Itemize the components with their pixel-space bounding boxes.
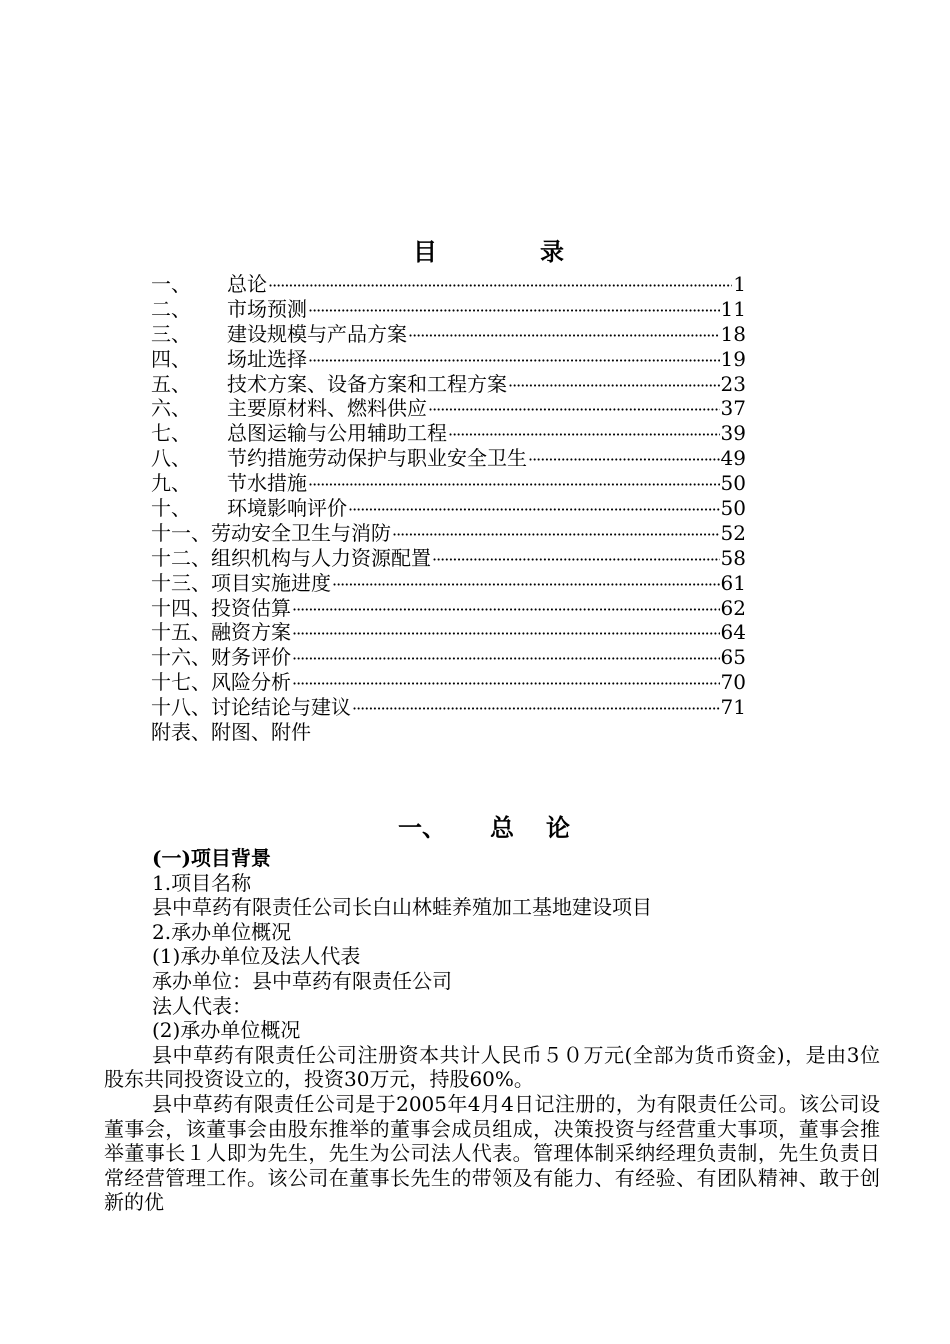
toc-entry-number: 八、 (151, 446, 191, 471)
toc-entry-page: 39 (720, 421, 746, 446)
toc-entry-number: 十三、 (151, 570, 211, 595)
toc-dot-leader (352, 697, 720, 722)
toc-entry-title: 财务评价 (211, 645, 291, 670)
body-line: 法人代表： (152, 993, 252, 1018)
toc-entry-title: 节约措施劳动保护与职业安全卫生 (227, 446, 527, 471)
toc-dot-leader (292, 622, 720, 647)
toc-entry-page: 50 (720, 496, 746, 521)
toc-entry-title: 劳动安全卫生与消防 (211, 520, 391, 545)
toc-entry (151, 670, 746, 695)
toc-entry (151, 496, 746, 521)
toc-entry-number: 一、 (151, 272, 191, 296)
toc-entry (151, 695, 746, 720)
toc-entry-title: 风险分析 (211, 670, 291, 695)
toc-entry-number: 七、 (151, 421, 191, 446)
body-line: 2.承办单位概况 (152, 919, 292, 944)
toc-entry-page: 49 (720, 446, 746, 471)
sub-heading: (一)项目背景 (152, 846, 271, 870)
toc-entry-page: 37 (720, 396, 746, 421)
toc-entry (151, 396, 746, 421)
toc-entry (151, 645, 746, 670)
toc-entry-page: 23 (720, 371, 746, 396)
toc-entry-number: 五、 (151, 371, 191, 396)
toc-entry-title: 市场预测 (227, 296, 307, 321)
toc-entry-page: 52 (720, 520, 746, 545)
toc-entry (151, 372, 746, 397)
toc-entry-title: 节水措施 (227, 471, 307, 496)
toc-entry-page: 11 (720, 296, 746, 321)
toc-entry (151, 421, 746, 446)
section-title-b: 论 (546, 813, 570, 842)
toc-title (0, 232, 950, 266)
toc-dot-leader (528, 448, 720, 473)
toc-entry-page: 61 (720, 570, 746, 595)
toc-entry-title: 总图运输与公用辅助工程 (227, 421, 447, 446)
paragraph: 县中草药有限责任公司是于2005年4月4日记注册的，为有限责任公司。该公司设董事会，该董事会由股东推举的董事会成员组成，决策投资与经营重大事项，董事会推举董事长１人即为先生，先生为公司法人代表。管理体制采纳经理负责制，先生负责日常经营管理工作。该公司在董事长先生的带领及有能力、有经验、有团队精神、敢于创新的优 (104, 1091, 880, 1215)
section-title (0, 808, 950, 842)
toc-dot-leader (428, 398, 720, 423)
toc-entry-number: 三、 (151, 321, 191, 346)
toc-entry-title: 投资估算 (211, 595, 291, 620)
toc-entry-page: 1 (733, 272, 746, 296)
toc-entry-title: 项目实施进度 (211, 570, 331, 595)
toc-dot-leader (292, 672, 720, 697)
toc-entry-number: 四、 (151, 346, 191, 371)
toc-entry-page: 70 (720, 670, 746, 695)
toc-dot-leader (448, 423, 720, 448)
toc-dot-leader (332, 573, 720, 598)
toc-entry-page: 19 (720, 346, 746, 371)
toc-entry-page: 65 (720, 645, 746, 670)
toc-entry-number: 九、 (151, 471, 191, 496)
body-line: (1)承办单位及法人代表 (152, 944, 361, 969)
toc-entry-title: 环境影响评价 (227, 496, 347, 521)
toc-entry (151, 297, 746, 322)
toc-entry (151, 620, 746, 645)
toc-entry (151, 471, 746, 496)
toc-dot-leader (348, 498, 720, 523)
toc-entry-title: 讨论结论与建议 (211, 695, 351, 720)
toc-entry-number: 十、 (151, 496, 191, 521)
toc-dot-leader (268, 274, 732, 299)
toc-entry (151, 272, 746, 297)
toc-appendix: 附表、附图、附件 (151, 720, 311, 745)
toc-entry-title: 场址选择 (227, 346, 307, 371)
section-number: 一、 (398, 813, 446, 842)
toc-entry-page: 62 (720, 595, 746, 620)
toc-entry-number: 十二、 (151, 545, 211, 570)
toc-entry-page: 71 (720, 695, 746, 720)
section-title-a: 总 (490, 813, 514, 842)
toc-entry-page: 18 (720, 321, 746, 346)
toc-entry-number: 十七、 (151, 670, 211, 695)
toc-dot-leader (308, 349, 720, 374)
toc-entry (151, 571, 746, 596)
section-body (104, 846, 880, 1215)
toc-dot-leader (408, 324, 720, 349)
toc-entry (151, 596, 746, 621)
toc-entry-number: 十六、 (151, 645, 211, 670)
toc-title-right: 录 (540, 237, 564, 266)
toc-entry-number: 十五、 (151, 620, 211, 645)
toc-entry-number: 十八、 (151, 695, 211, 720)
toc-dot-leader (292, 598, 720, 623)
toc-dot-leader (508, 374, 720, 399)
toc-entry (151, 322, 746, 347)
toc-entry-page: 58 (720, 545, 746, 570)
body-line: (2)承办单位概况 (152, 1018, 301, 1043)
paragraph: 县中草药有限责任公司注册资本共计人民币５０万元(全部为货币资金)，是由3位股东共同投资设立的，投资30万元，持股60%。 (104, 1042, 880, 1092)
toc-entry-number: 六、 (151, 396, 191, 421)
toc-entry (151, 446, 746, 471)
toc-dot-leader (308, 473, 720, 498)
table-of-contents (151, 272, 746, 745)
toc-entry-title: 建设规模与产品方案 (227, 321, 407, 346)
toc-dot-leader (308, 299, 720, 324)
toc-entry-number: 二、 (151, 296, 191, 321)
toc-entry-title: 技术方案、设备方案和工程方案 (227, 371, 507, 396)
toc-dot-leader (432, 548, 720, 573)
toc-entry-number: 十四、 (151, 595, 211, 620)
toc-dot-leader (292, 647, 720, 672)
toc-entry-number: 十一、 (151, 520, 211, 545)
toc-entry (151, 521, 746, 546)
body-line: 县中草药有限责任公司长白山林蛙养殖加工基地建设项目 (152, 895, 652, 920)
toc-entry-page: 64 (720, 620, 746, 645)
toc-entry-title: 总论 (227, 272, 267, 296)
toc-entry-title: 主要原材料、燃料供应 (227, 396, 427, 421)
toc-dot-leader (392, 523, 720, 548)
toc-entry (151, 546, 746, 571)
body-line: 承办单位：县中草药有限责任公司 (152, 968, 452, 993)
body-line: 1.项目名称 (152, 870, 252, 895)
toc-entry-title: 融资方案 (211, 620, 291, 645)
toc-entry-page: 50 (720, 471, 746, 496)
toc-title-left: 目 (413, 237, 437, 266)
toc-entry (151, 347, 746, 372)
toc-entry-title: 组织机构与人力资源配置 (211, 545, 431, 570)
